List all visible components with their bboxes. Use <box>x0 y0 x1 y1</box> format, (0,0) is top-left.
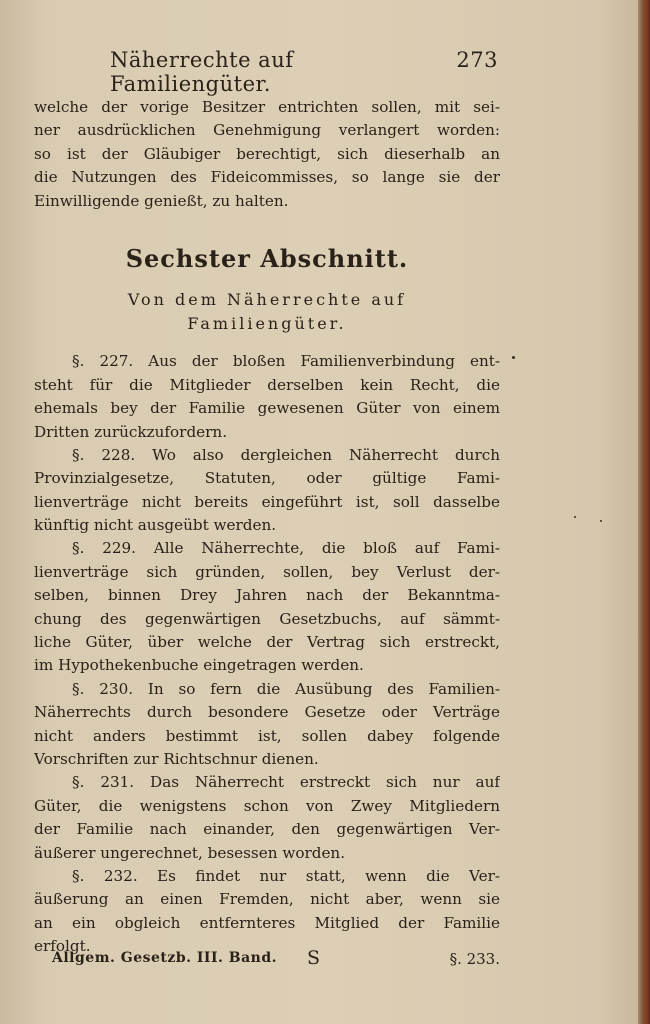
text-line: Güter, die wenigstens schon von Zwey Mitgliedern <box>34 796 500 815</box>
book-spine-edge <box>638 0 650 1024</box>
section-subtitle-line: Familiengüter. <box>187 314 347 334</box>
paragraph-227-start: §. 227. Aus der bloßen Familienverbindung ent- <box>72 352 500 371</box>
text-line: ehemals bey der Familie gewesenen Güter von einem <box>34 399 500 418</box>
paragraph-229-start: §. 229. Alle Näherrechte, die bloß auf Fami- <box>72 539 500 558</box>
signature-line: Allgem. Gesetzb. III. Band. <box>52 950 278 966</box>
text-line: der Familie nach einander, den gegenwärtigen Ver- <box>34 820 500 839</box>
text-line: ner ausdrücklichen Genehmigung verlangert worden: <box>34 121 500 140</box>
text-line: äußerer ungerechnet, besessen worden. <box>34 843 346 862</box>
text-line: chung des gegenwärtigen Gesetzbuchs, auf sämmt- <box>34 609 500 628</box>
paragraphs <box>34 350 500 958</box>
running-title: Näherrechte auf Familiengüter. <box>110 48 294 96</box>
page-number: 273 <box>456 48 498 72</box>
text-line: die Nutzungen des Fideicommisses, so lange sie der <box>34 168 500 187</box>
text-line: äußerung an einen Fremden, nicht aber, wenn sie <box>34 890 500 909</box>
text-line: lienverträge nicht bereits eingeführt ist, soll dasselbe <box>34 492 500 511</box>
text-line: künftig nicht ausgeübt werden. <box>34 516 277 535</box>
text-line: im Hypothekenbuche eingetragen werden. <box>34 656 364 675</box>
text-line: Vorschriften zur Richtschnur dienen. <box>34 750 319 768</box>
section-subtitle <box>34 288 500 336</box>
section-subtitle-line: Von dem Näherrechte auf <box>127 290 407 310</box>
running-header <box>110 48 498 96</box>
ink-speck <box>512 356 515 359</box>
catchword: §. 233. <box>449 950 500 968</box>
text-line: Provinzialgesetze, Statuten, oder gültige Fami- <box>34 469 500 488</box>
text-line: nicht anders bestimmt ist, sollen dabey folgende <box>34 726 500 745</box>
ink-speck <box>574 516 576 518</box>
paragraph-230-start: §. 230. In so fern die Ausübung des Familien- <box>72 679 500 698</box>
text-line: so ist der Gläubiger berechtigt, sich dieserhalb an <box>34 144 500 163</box>
paragraph-231-start: §. 231. Das Näherrecht erstreckt sich nur auf <box>72 773 500 792</box>
paragraph-232-start: §. 232. Es findet nur statt, wenn die Ver- <box>72 866 500 885</box>
section-title: Sechster Abschnitt. <box>125 243 409 273</box>
text-line: liche Güter, über welche der Vertrag sich erstreckt, <box>34 633 500 652</box>
paragraph-228-start: §. 228. Wo also dergleichen Näherrecht durch <box>72 445 500 464</box>
page-body <box>34 96 500 959</box>
text-line: welche der vorige Besitzer entrichten sollen, mit sei- <box>34 98 500 116</box>
intro-text <box>34 96 500 213</box>
text-line: Dritten zurückzufordern. <box>34 422 228 441</box>
text-line: an ein obgleich entfernteres Mitglied der Familie <box>34 913 500 932</box>
text-line: Näherrechts durch besondere Gesetze oder Verträge <box>34 703 500 722</box>
text-line: erfolgt. <box>34 937 91 956</box>
text-line: selben, binnen Drey Jahren nach der Bekanntma- <box>34 586 500 605</box>
signature-mark: S <box>307 947 321 969</box>
text-line: lienverträge sich gründen, sollen, bey Verlust der- <box>34 562 500 581</box>
text-line: Einwilligende genießt, zu halten. <box>34 191 289 210</box>
ink-speck <box>600 520 602 522</box>
text-line: steht für die Mitglieder derselben kein Recht, die <box>34 375 500 394</box>
